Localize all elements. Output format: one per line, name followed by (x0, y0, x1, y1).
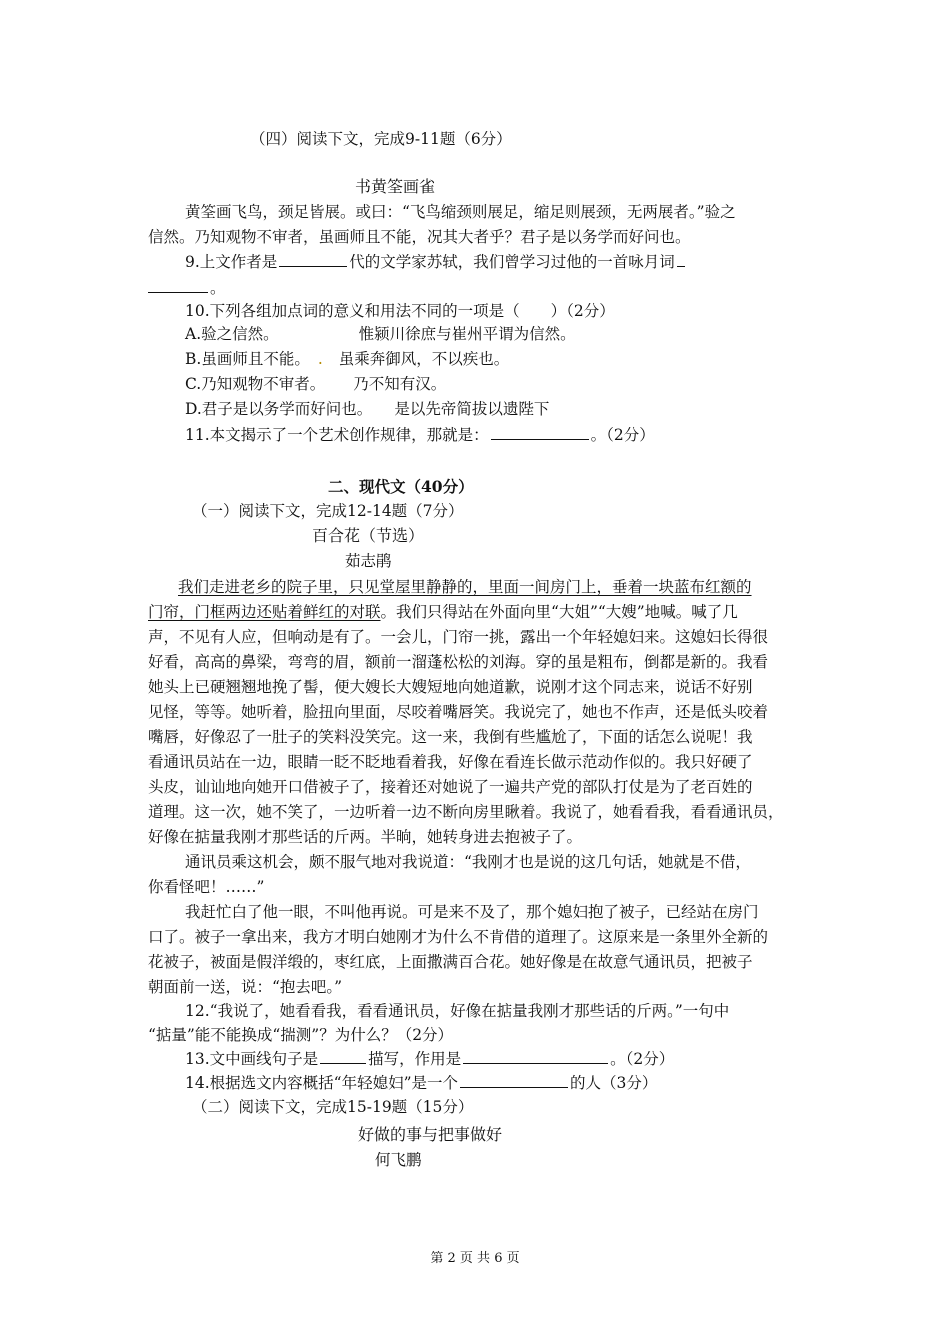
option-c-left: C.乃知观物不审者。 (185, 375, 326, 393)
option-d-right: 是以先帝简拔以遗陛下 (394, 400, 550, 418)
passage-line: 黄筌画飞鸟，颈足皆展。或曰：“飞鸟缩颈则展足，缩足则展颈，无两展者。”验之 (185, 203, 736, 221)
option-b (185, 348, 509, 370)
answer-blank-rule[interactable] (491, 424, 589, 440)
passage-line: 朝面前一送，说：“抱去吧。” (148, 978, 343, 996)
question-12: 12.“我说了，她看看我，看看通讯员，好像在掂量我刚才那些话的斤两。”一句中 (185, 1002, 730, 1020)
passage-line: 嘴唇，好像忍了一肚子的笑料没笑完。这一来，我倒有些尴尬了，下面的话怎么说呢！我 (148, 728, 753, 746)
part-2-heading: 二、现代文（40分） (328, 477, 474, 496)
question-13-end: 。（2分） (610, 1050, 675, 1068)
underlined-sentence: 我们走进老乡的院子里，只见堂屋里静静的，里面一间房门上，垂着一块蓝布红额的 (178, 578, 752, 596)
question-11-text: 11.本文揭示了一个艺术创作规律，那就是： (185, 426, 489, 444)
answer-blank-character[interactable] (460, 1072, 568, 1088)
question-9-end: 。 (210, 279, 226, 297)
passage-line: 道理。这一次，她不笑了，一边听着一边不断向房里瞅着。我说了，她看看我，看看通讯员， (148, 803, 784, 821)
passage-line: 她头上已硬翘翘地挽了髻，便大嫂长大嫂短地向她道歉，说刚才这个同志来，说话不好别 (148, 678, 753, 696)
question-11 (185, 424, 655, 446)
subsection-1-header: （一）阅读下文，完成12-14题（7分） (192, 502, 464, 520)
question-14-end: 的人（3分） (570, 1074, 658, 1092)
question-14 (185, 1072, 657, 1094)
section-4-header: （四）阅读下文，完成9-11题（6分） (250, 130, 512, 148)
question-9-text: 代的文学家苏轼，我们曾学习过他的一首咏月词 (349, 253, 675, 271)
passage-line: 看通讯员站在一边，眼睛一眨不眨地看着我，好像在看连长做示范动作似的。我只好硬了 (148, 753, 753, 771)
option-a (185, 323, 576, 345)
passage-title-essay: 好做的事与把事做好 (358, 1125, 503, 1144)
emphasis-dot: . (317, 350, 323, 368)
passage-author: 何飞鹏 (375, 1151, 422, 1169)
passage-line: 口了。被子一拿出来，我方才明白她刚才为什么不肯借的道理了。这原来是一条里外全新的 (148, 928, 769, 946)
underlined-sentence: 门帘，门框两边还贴着鲜红的对联 (148, 603, 381, 621)
question-13-text: 描写，作用是 (368, 1050, 462, 1068)
answer-blank-poem[interactable] (148, 277, 208, 293)
option-a-left: A.验之信然。 (185, 325, 279, 343)
passage-title-huangquan: 书黄筌画雀 (355, 177, 436, 196)
passage-line (148, 601, 738, 623)
answer-blank-poem-start[interactable] (677, 251, 685, 267)
passage-line: 你看怪吧！……” (148, 878, 265, 896)
question-10: 10.下列各组加点词的意义和用法不同的一项是（ ）（2分） (185, 302, 615, 320)
question-11-end: 。（2分） (590, 426, 655, 444)
question-13-text: 13.文中画线句子是 (185, 1050, 319, 1068)
option-c-right: 乃不知有汉。 (353, 375, 447, 393)
question-9-text: 9.上文作者是 (185, 253, 278, 271)
passage-line: 花被子，被面是假洋缎的，枣红底，上面撒满百合花。她好像是在故意气通讯员，把被子 (148, 953, 753, 971)
answer-blank-effect[interactable] (463, 1048, 608, 1064)
page-footer: 第 2 页 共 6 页 (430, 1251, 520, 1266)
answer-blank-description[interactable] (320, 1048, 366, 1064)
question-12-cont: “掂量”能不能换成“揣测”？为什么？（2分） (148, 1026, 454, 1044)
passage-author: 茹志鹃 (345, 552, 392, 570)
option-b-right: 虽乘奔御风，不以疾也。 (338, 350, 510, 368)
question-14-text: 14.根据选文内容概括“年轻媳妇”是一个 (185, 1074, 458, 1092)
passage-line: 好像在掂量我刚才那些话的斤两。半晌，她转身进去抱被子了。 (148, 828, 583, 846)
option-a-right: 惟颍川徐庶与崔州平谓为信然。 (358, 325, 576, 343)
option-c (185, 373, 446, 395)
answer-blank-dynasty[interactable] (279, 251, 347, 267)
question-13 (185, 1048, 674, 1070)
option-b-left: B.虽画师且不能。 (185, 350, 310, 368)
passage-line: 信然。乃知观物不审者，虽画师且不能，况其大者乎？君子是以务学而好问也。 (148, 228, 691, 246)
question-9-cont (148, 277, 226, 299)
question-9 (185, 251, 687, 273)
passage-line: 头皮，讪讪地向她开口借被子了，接着还对她说了一遍共产党的部队打仗是为了老百姓的 (148, 778, 753, 796)
passage-title-lily: 百合花（节选） (312, 526, 425, 545)
subsection-2-header: （二）阅读下文，完成15-19题（15分） (192, 1098, 474, 1116)
passage-line: 我赶忙白了他一眼，不叫他再说。可是来不及了，那个媳妇抱了被子，已经站在房门 (185, 903, 759, 921)
passage-line: 声，不见有人应，但响动是有了。一会儿，门帘一挑，露出一个年轻媳妇来。这媳妇长得很 (148, 628, 769, 646)
option-d-left: D.君子是以务学而好问也。 (185, 400, 373, 418)
passage-line: 通讯员乘这机会，颇不服气地对我说道：“我刚才也是说的这几句话，她就是不借， (185, 853, 751, 871)
passage-line-rest: 。我们只得站在外面向里“大姐”“大嫂”地喊。喊了几 (380, 603, 738, 621)
option-d (185, 398, 549, 420)
passage-line: 好看，高高的鼻梁，弯弯的眉，额前一溜蓬松松的刘海。穿的虽是粗布，倒都是新的。我看 (148, 653, 769, 671)
passage-line: 见怪，等等。她听着，脸扭向里面，尽咬着嘴唇笑。我说完了，她也不作声，还是低头咬着 (148, 703, 769, 721)
